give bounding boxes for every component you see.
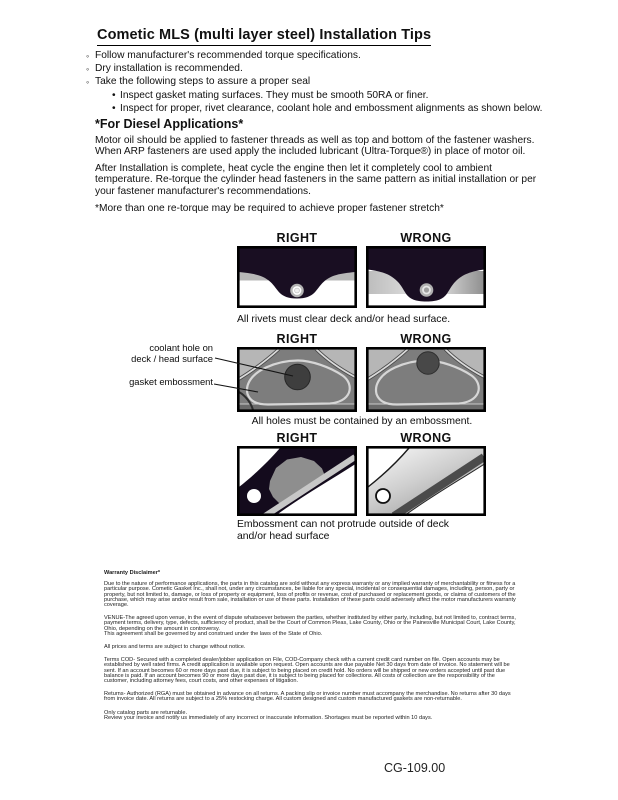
diesel-note: *More than one re-torque may be required to achieve proper fastener stretch* <box>95 203 444 214</box>
wrong-header-row3: WRONG <box>400 431 452 445</box>
fine-print-block <box>104 571 517 729</box>
fine-print-line: Review your invoice and notify us immediately of any incorrect or inaccurate information. Shortages must be reported within 10 days. <box>104 714 433 721</box>
filled-bullet-icon: • <box>112 89 116 101</box>
protrusion-caption-line1: Embossment can not protrude outside of deck <box>237 519 449 530</box>
bullet-item <box>86 49 566 62</box>
protrusion-caption <box>237 519 467 542</box>
bullet-item-text: Inspect for proper, rivet clearance, coolant hole and embossment alignments as shown below. <box>120 102 543 114</box>
right-header-row3: RIGHT <box>276 431 318 445</box>
open-bullet-icon: ◦ <box>86 64 90 75</box>
fine-print-line: This agreement shall be governed by and construed under the laws of the State of Ohio. <box>104 630 323 637</box>
fine-print-line: Due to the nature of performance applications, the parts in this catalog are sold without any express warranty or any implied warranty of merchantability or fitness for a particular purpose. Cometic Gasket Inc., shall not, under any circumstances, be liable for any special, incidental or consequential damages, including, person, party or property, but not limited to, damage, or loss of property or equipment, loss of profits or revenue, cost of purchased or replacement goods, or claims of customers of the purchase, which may arise and/or result from sale, installation or use of these parts. Installation of these parts could adversely affect the motor manufacturers warranty coverage. <box>104 581 516 609</box>
coolant-hole-label-line1: coolant hole on <box>149 342 213 353</box>
right-header-row1: RIGHT <box>276 231 318 245</box>
page-title: Cometic MLS (multi layer steel) Installation Tips <box>97 27 431 46</box>
fine-print-line: Returns- Authorized (RGA) must be obtained in advance on all returns. A packing slip or invoice number must accompany the merchandise. No returns after 30 days from invoice date. All returns are subject to a 25% restocking charge. All custom designed and custom manufactured gaskets are non-returnable. <box>104 691 511 703</box>
embossment-right-diagram <box>237 347 357 412</box>
bullet-item <box>86 75 566 88</box>
rivet-right-diagram <box>237 246 357 308</box>
rivet-wrong-diagram <box>366 246 486 308</box>
embossment-wrong-diagram <box>366 347 486 412</box>
filled-bullet-icon: • <box>112 102 116 114</box>
wrong-header-row1: WRONG <box>400 231 452 245</box>
page-code: CG-109.00 <box>384 761 446 775</box>
diesel-paragraph-1: Motor oil should be applied to fastener threads as well as top and bottom of the fastener washers. When ARP fasteners are used apply the included lubricant (Ultra-Torque®) in place of motor oil. <box>95 135 535 158</box>
fine-print-paragraphs <box>104 582 517 721</box>
fine-print-paragraph <box>104 658 517 684</box>
fine-print-paragraph <box>104 616 517 637</box>
fine-print-line: All prices and terms are subject to change without notice. <box>104 644 246 651</box>
rivet-caption: All rivets must clear deck and/or head surface. <box>237 314 451 325</box>
fine-print-line: Terms COD- Secured with a completed dealer/jobber application on File, COD-Company check with a current credit card number on file. Open accounts may be established by well rated firms. A credit application is available upon request. Open accounts are due payable Net 30 days from date of invoice. No statement will be sent. If an account becomes 60 or more days past due, it is subject to being placed on credit hold. No orders will be shipped or new orders accepted until past due balance is paid. If an account becomes 90 or more days past due, it is subject to being placed for collections. All costs of collection are the responsibility of the customer, including attorney fees, court costs, and other expenses of litigation. <box>104 657 510 685</box>
protrusion-wrong-diagram <box>366 446 486 516</box>
diesel-heading: *For Diesel Applications* <box>95 117 244 131</box>
protrusion-right-diagram <box>237 446 357 516</box>
coolant-hole-label <box>103 343 213 364</box>
bullet-item-text: Dry installation is recommended. <box>95 63 243 75</box>
warranty-disclaimer-heading: Warranty Disclaimer* <box>104 570 161 576</box>
coolant-hole-label-line2: deck / head surface <box>131 352 213 364</box>
protrusion-caption-line2: and/or head surface <box>237 530 330 542</box>
bullet-item-text: Take the following steps to assure a proper seal <box>95 76 311 88</box>
fine-print-line: Only catalog parts are returnable. <box>104 709 188 716</box>
bullet-item-text: Inspect gasket mating surfaces. They must be smooth 50RA or finer. <box>120 89 429 101</box>
bullet-item-text: Follow manufacturer's recommended torque specifications. <box>95 50 361 61</box>
open-bullet-icon: ◦ <box>86 51 90 61</box>
bullet-item <box>86 89 566 102</box>
right-header-row2: RIGHT <box>276 332 318 346</box>
fine-print-paragraph <box>104 645 517 650</box>
wrong-header-row2: WRONG <box>400 332 452 346</box>
holes-caption: All holes must be contained by an embossment. <box>251 416 473 427</box>
intro-bullet-list <box>86 49 566 115</box>
bullet-item <box>86 102 566 115</box>
gasket-embossment-label: gasket embossment <box>129 376 213 387</box>
diesel-paragraph-2: After Installation is complete, heat cycle the engine then let it completely cool to ambient temperature. Re-torque the cylinder head fasteners in the same pattern as initial installation or per your fastener manufacturer's recommendations. <box>95 163 537 197</box>
fine-print-paragraph <box>104 711 517 721</box>
fine-print-line: VENUE-The agreed upon venue, in the event of dispute whatsoever between the parties, whether instituted by either party, including, but not limited to, contract terms, payment terms, delivery, type, defects, sufficiency of product, shall be the Court of Common Pleas, Lake County, Ohio or the Painesville Municipal Court, Lake County, Ohio, depending on the amount in controversy. <box>104 615 516 632</box>
fine-print-paragraph <box>104 582 517 608</box>
bullet-item <box>86 62 566 75</box>
fine-print-paragraph <box>104 692 517 702</box>
open-bullet-icon: ◦ <box>86 77 90 88</box>
